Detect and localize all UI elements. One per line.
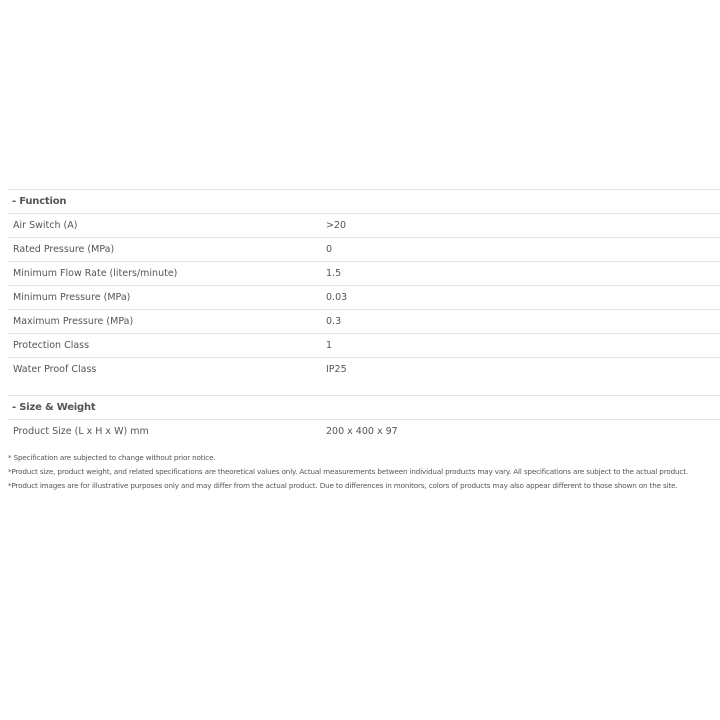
spec-value: 0 xyxy=(326,244,333,255)
spec-label: Maximum Pressure (MPa) xyxy=(13,316,134,327)
spec-label: Minimum Flow Rate (liters/minute) xyxy=(13,268,178,279)
spec-label: Water Proof Class xyxy=(13,364,97,375)
spec-value: 1.5 xyxy=(326,268,342,279)
spec-value: 200 x 400 x 97 xyxy=(326,426,398,437)
spec-value: >20 xyxy=(326,220,347,231)
disclaimer-notes xyxy=(8,451,720,493)
spec-row xyxy=(8,358,720,381)
note-line: *Product images are for illustrative purposes only and may differ from the actual product. Due to differences in monitors, colors of products may also appear different to those shown on the site. xyxy=(8,481,678,490)
spec-row xyxy=(8,286,720,310)
spec-row xyxy=(8,238,720,262)
section-header-function: - Function xyxy=(8,189,720,214)
spec-label: Product Size (L x H x W) mm xyxy=(13,426,149,437)
note-line: * Specification are subjected to change without prior notice. xyxy=(8,453,216,462)
spec-value: 0.03 xyxy=(326,292,348,303)
spec-label: Protection Class xyxy=(13,340,90,351)
spec-table xyxy=(8,189,720,443)
spec-value: 1 xyxy=(326,340,333,351)
spec-row xyxy=(8,262,720,286)
note-line: *Product size, product weight, and related specifications are theoretical values only. Actual measurements between individual products may vary. All specifications are subject to the actual product. xyxy=(8,467,689,476)
spec-label: Minimum Pressure (MPa) xyxy=(13,292,131,303)
spec-row xyxy=(8,310,720,334)
spec-row xyxy=(8,334,720,358)
spec-value: 0.3 xyxy=(326,316,342,327)
spec-label: Rated Pressure (MPa) xyxy=(13,244,115,255)
spec-value: IP25 xyxy=(326,364,347,375)
spec-label: Air Switch (A) xyxy=(13,220,78,231)
section-gap xyxy=(8,381,720,395)
spec-row xyxy=(8,214,720,238)
spec-row xyxy=(8,420,720,443)
section-header-size-weight: - Size & Weight xyxy=(8,395,720,420)
